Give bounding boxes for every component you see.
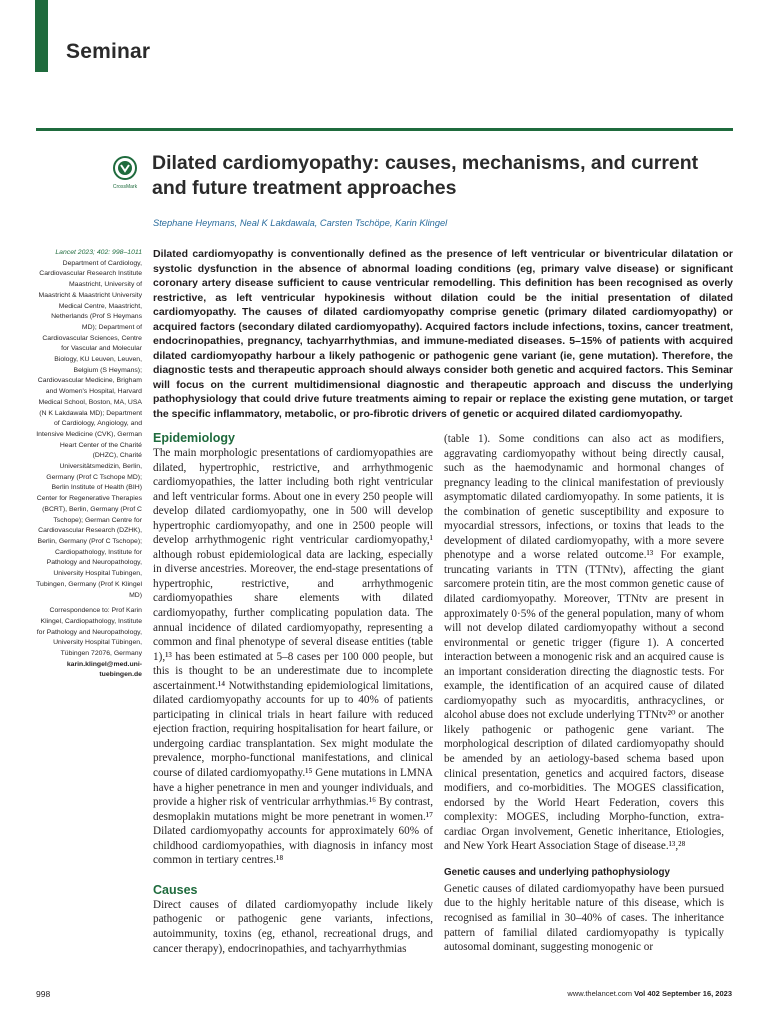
- abstract: Dilated cardiomyopathy is conventionally defined as the presence of left ventricular or biventricular dilatation or systolic dysfunction in the absence of abnormal loading conditions (eg, primary valve disease) or significant coronary artery disease sufficient to cause ventricular remodelling. This definition has been recognised as overly restrictive, as left ventricular hypokinesis without dilation could be the initial presentation of dilated cardiomyopathy. The causes of dilated cardiomyopathy comprise genetic (primary dilated cardiomyopathy) or acquired factors (secondary dilated cardiomyopathy). Acquired factors include infections, toxins, cancer treatment, endocrinopathies, pregnancy, tachyarrhythmias, and immune-mediated diseases. 5–15% of patients with acquired dilated cardiomyopathy harbour a likely pathogenic or pathogenic gene variant (ie, gene mutation). Therefore, the diagnostic tests and therapeutic approach should always consider both genetic and acquired factors. This Seminar will focus on the current multidimensional diagnostic and therapeutic approach and discuss the underlying pathophysiology that could drive future treatments aiming to repair or replace the existing gene mutation, or target the specific inflammatory, metabolic, or pro-fibrotic drivers of genetic or acquired dilated cardiomyopathy.: [153, 248, 733, 421]
- article-title: Dilated cardiomyopathy: causes, mechanisms, and current and future treatment approaches: [152, 152, 699, 199]
- footer-website[interactable]: www.thelancet.com: [567, 989, 633, 998]
- crossmark-icon[interactable]: [112, 156, 138, 190]
- heading-epidemiology: Epidemiology: [153, 431, 235, 445]
- causes-text: Direct causes of dilated cardiomyopathy include likely pathogenic or pathogenic gene variants, infections, autoimmunity, toxins (eg, ethanol, recreational drugs, and cancer therapy), endocrinopathies, and tachyarrhythmias: [153, 898, 433, 955]
- article-authors[interactable]: Stephane Heymans, Neal K Lakdawala, Carsten Tschöpe, Karin Klingel: [153, 218, 448, 228]
- page-number: 998: [36, 989, 51, 999]
- correspondence-email[interactable]: karin.klingel@med.uni-tuebingen.de: [66, 660, 142, 679]
- column-two-text: (table 1). Some conditions can also act as modifiers, aggravating cardiomyopathy without being directly causal, such as the haemodynamic and hormonal changes of pregnancy leading to the clinical manifestation of previously asymptomatic dilated cardiomyopathy. In some patients, it is the combination of genetic susceptibility and exposure to myocardial stressors, infections, or toxins that leads to the development of dilated cardiomyopathy, with a more severe phenotype and a worse related outcome.¹³ For example, truncating variants in TTN (TTNtv), affecting the giant sarcomere protein titin, are the most common genetic cause of dilated cardiomyopathy. Moreover, TTNtv are present in approximately 0·5% of the general population, many of whom will not develop dilated cardiomyopathy without a second environmental or genetic trigger (figure 1). A concerted interaction between a monogenic risk and an acquired cause is an important consideration directing the diagnostic tests. For example, the identification of an acquired cause of dilated cardiomyopathy such as myocarditis, anthracyclines, or alcohol abuse does not exclude underlying TTNtv²⁰ or another likely pathogenic or pathogenic gene variant. The morphological description of dilated cardiomyopathy should be amended by an aetiology-based schema based upon clinical presentation, genetics and acquired factors, disease modifiers, and co-morbidities. The MOGES classification, endorsed by the World Heart Federation, covers this complexity: MOGES, including Morpho-function, extra-cardiac Organ involvement, Genetic inheritance, Etiologies, and New York Heart Association Stage of disease.¹³,²⁸: [444, 433, 724, 853]
- heading-genetic-causes: Genetic causes and underlying pathophysiology: [444, 866, 670, 878]
- footer-volume: Vol 402: [634, 989, 660, 998]
- footer-journal-info: [567, 989, 732, 998]
- correspondence: Correspondence to: Prof Karin Klingel, Cardiopathology, Institute for Pathology and Neuropathology, University Hospital Tübingen, Tübingen 72076, Germany: [36, 607, 142, 658]
- citation: Lancet 2023; 402: 998–1011: [55, 249, 142, 256]
- affiliations: Department of Cardiology, Cardiovascular Research Institute Maastricht, University of Maastricht & Maastricht University Medical Centre, Maastricht, Netherlands (Prof S Heymans MD); Department of Cardiovascular Sciences, Centre for Vascular and Molecular Biology, KU Leuven, Leuven, Belgium (S Heymans); Cardiovascular Medicine, Brigham and Women's Hospital, Harvard Medical School, Boston, MA, USA (N K Lakdawala MD); Department of Cardiology, Angiology, and Intensive Medicine (CVK), German Heart Center of the Charité (DHZC), Charité Universitätsmedizin, Berlin, Germany (Prof C Tschope MD); Berlin Institute of Health (BIH) Center for Regenerative Therapies (BCRT), Berlin, Germany (Prof C Tschope); German Centre for Cardiovascular Research (DZHK), Berlin, Germany (Prof C Tschope); Cardiopathology, Institute for Pathology and Neuropathology, University Hospital Tubingen, Tubingen, Germany (Prof K Klingel MD): [36, 259, 142, 599]
- footer-date: September 16, 2023: [661, 989, 732, 998]
- epidemiology-text: The main morphologic presentations of cardiomyopathies are dilated, hypertrophic, restrictive, and arrhythmogenic cardiomyopathies, the latter including both right ventricular and left ventricular forms. About one in every 250 people will develop dilated cardiomyopathy, one in 500 will develop hypertrophic cardiomyopathy, and one in 2500 people will develop arrhythmogenic right ventricular cardiomyopathy,¹ although robust epidemiological data are lacking, especially in diverse ancestries. Moreover, the end-stage presentations of hypertrophic, restrictive, and arrhythmogenic cardiomyopathies share elements with dilated cardiomyopathy, further complicating population data. The annual incidence of dilated cardiomyopathy, representing a common and final phenotype of several disease entities (table 1),¹³ has been estimated at 5–8 cases per 100 000 people, but this is thought to be an underestimate due to incomplete ascertainment.¹⁴ Notwithstanding epidemiological limitations, dilated cardiomyopathy accounts for up to 40% of patients participating in clinical trials in heart failure with reduced ejection fraction, requiring hospitalisation for heart failure, or undergoing cardiac transplantation. Sex might modulate the prevalence, morpho-functional manifestations, and clinical course of dilated cardiomyopathy.¹⁵ Gene mutations in LMNA have a higher penetrance in men and younger individuals, and provide a higher risk of ventricular arrhythmias.¹⁶ By contrast, desmoplakin mutations might be more penetrant in women.¹⁷ Dilated cardiomyopathy accounts for approximately 60% of childhood cardiomyopathies, with diagnosis in infancy most common in tertiary centres.¹⁸: [153, 447, 433, 867]
- genetic-causes-text: Genetic causes of dilated cardiomyopathy have been pursued due to the highly heritable nature of this disease, which is recognised as familial in 30–40% of cases. The inheritance pattern of familial dilated cardiomyopathy is typically autosomal dominant, suggesting monogenic or: [444, 882, 724, 954]
- body-column-left: [153, 430, 433, 956]
- heading-causes: Causes: [153, 882, 198, 897]
- author-sidebar: [36, 248, 142, 681]
- section-label: Seminar: [66, 40, 151, 63]
- section-color-bar: [35, 0, 48, 72]
- body-column-right: [444, 432, 724, 955]
- crossmark-label: CrossMark: [112, 184, 138, 190]
- header-rule: [36, 128, 733, 131]
